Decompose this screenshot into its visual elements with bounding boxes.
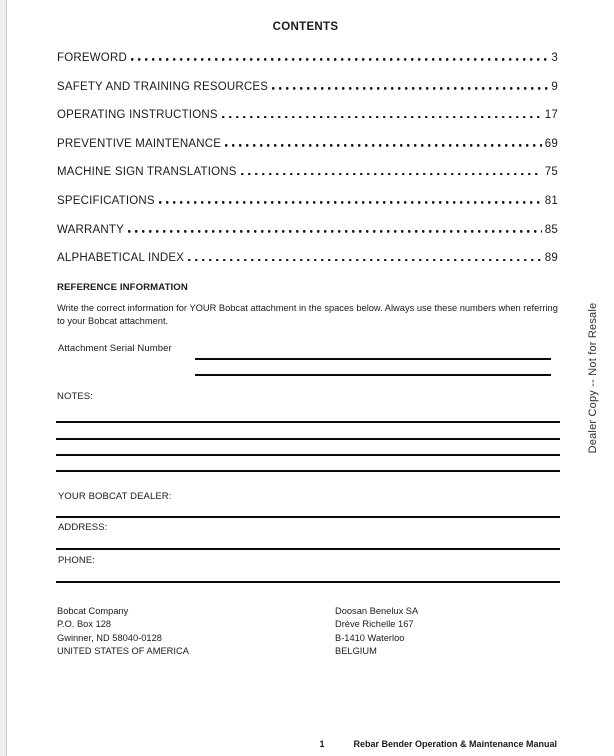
footer-manual-title: Rebar Bender Operation & Maintenance Manual bbox=[353, 739, 557, 749]
address-line: Doosan Benelux SA bbox=[335, 606, 419, 616]
address-line: Gwinner, ND 58040-0128 bbox=[57, 632, 162, 643]
toc-leader-dots bbox=[272, 79, 548, 90]
toc-entry-label: MACHINE SIGN TRANSLATIONS bbox=[57, 166, 237, 179]
address-line: Drève Richelle 167 bbox=[335, 619, 414, 630]
address-label: ADDRESS: bbox=[58, 522, 108, 533]
toc-entry bbox=[57, 50, 558, 79]
toc-entry bbox=[57, 107, 558, 136]
dealer-write-line bbox=[56, 516, 560, 518]
toc-entry-label: SAFETY AND TRAINING RESOURCES bbox=[57, 80, 269, 93]
toc-entry-label: PREVENTIVE MAINTENANCE bbox=[57, 137, 222, 150]
toc-leader-dots bbox=[128, 222, 542, 233]
notes-write-line bbox=[56, 438, 560, 440]
notes-label: NOTES: bbox=[57, 391, 93, 402]
toc-leader-dots bbox=[131, 50, 548, 61]
serial-number-label: Attachment Serial Number bbox=[58, 343, 172, 354]
address-line: Bobcat Company bbox=[57, 606, 129, 616]
toc-entry bbox=[57, 79, 558, 108]
notes-write-line bbox=[56, 454, 560, 456]
notes-write-line bbox=[56, 421, 560, 423]
toc-entry-label: SPECIFICATIONS bbox=[57, 194, 155, 207]
phone-write-line bbox=[56, 581, 560, 583]
toc-entry bbox=[57, 193, 558, 222]
reference-information-heading: REFERENCE INFORMATION bbox=[57, 282, 188, 293]
footer-page-number: 1 bbox=[319, 739, 325, 749]
toc-leader-dots bbox=[188, 250, 542, 261]
toc-entry-page: 81 bbox=[544, 194, 558, 207]
toc-entry bbox=[57, 136, 558, 165]
reference-information-body: Write the correct information for YOUR Bobcat attachment in the spaces below. Always use these numbers when referring to your Bobcat attachment. bbox=[57, 303, 558, 326]
serial-number-write-line bbox=[195, 374, 551, 376]
toc-leader-dots bbox=[159, 193, 542, 204]
toc-entry-page: 3 bbox=[551, 52, 558, 64]
dealer-label: YOUR BOBCAT DEALER: bbox=[58, 491, 172, 502]
toc-entry-label: ALPHABETICAL INDEX bbox=[57, 252, 185, 265]
toc-entry-page: 69 bbox=[544, 137, 558, 150]
toc-entry-label: WARRANTY bbox=[57, 223, 124, 236]
toc-entry bbox=[57, 222, 558, 251]
address-line: B-1410 Waterloo bbox=[335, 632, 405, 643]
toc-entry bbox=[57, 250, 558, 279]
toc-leader-dots bbox=[225, 136, 542, 147]
address-line: P.O. Box 128 bbox=[57, 619, 112, 630]
address-write-line bbox=[56, 548, 560, 550]
toc-entry-page: 17 bbox=[544, 109, 558, 122]
toc-entry-page: 85 bbox=[544, 223, 558, 236]
address-line: BELGIUM bbox=[335, 645, 377, 656]
address-block-us bbox=[57, 605, 189, 658]
toc-leader-dots bbox=[241, 164, 542, 175]
toc-entry-label: FOREWORD bbox=[57, 52, 127, 64]
toc-entry bbox=[57, 164, 558, 193]
serial-number-write-line bbox=[195, 358, 551, 360]
toc-entry-page: 75 bbox=[544, 166, 558, 179]
toc-entry-page: 9 bbox=[551, 80, 558, 93]
phone-label: PHONE: bbox=[58, 555, 96, 566]
page-edge-shadow bbox=[0, 0, 7, 756]
page-title: CONTENTS bbox=[272, 21, 339, 33]
notes-write-line bbox=[56, 470, 560, 472]
toc-entry-page: 89 bbox=[544, 252, 558, 265]
dealer-copy-watermark: Dealer Copy -- Not for Resale bbox=[587, 302, 599, 454]
table-of-contents bbox=[57, 50, 558, 279]
address-line: UNITED STATES OF AMERICA bbox=[57, 645, 189, 656]
address-block-eu bbox=[335, 605, 418, 658]
toc-entry-label: OPERATING INSTRUCTIONS bbox=[57, 109, 218, 122]
toc-leader-dots bbox=[222, 107, 542, 118]
